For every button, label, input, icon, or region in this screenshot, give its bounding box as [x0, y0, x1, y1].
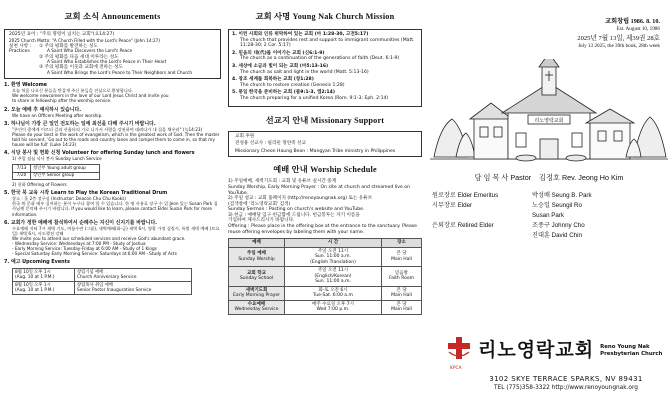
announcement-line: - Early Morning Service: Tuesday-Friday at 6:00 AM - Study of 1 Kings	[12, 246, 157, 252]
worship-notes	[228, 179, 422, 235]
staff-row	[432, 211, 664, 221]
middle-column	[228, 0, 422, 407]
announcement-heading: 5. 한국 북 교육 시작 Learn to Play the Korean Traditional Drum	[4, 190, 168, 197]
announcement-line: We have an Officers Meeting after worship.	[12, 112, 103, 118]
announcement-heading: 4. 식당 봉사 및 헌화 신청 Volunteer for offering Sunday lunch and flowers	[4, 150, 195, 157]
event-date-en: (Aug. 10 at 1 P.M.)	[15, 275, 55, 281]
service-name-cell	[229, 267, 285, 286]
staff-row	[432, 191, 664, 201]
service-name-cell	[229, 300, 285, 314]
events-table	[12, 268, 192, 294]
service-time-cell	[285, 286, 382, 300]
event-date-cell	[13, 269, 75, 282]
service-time: Wed 7:00 p.m.	[316, 307, 350, 313]
mission-title: 교회 사명 Young Nak Church Mission	[255, 12, 395, 21]
announcement-item	[4, 121, 221, 147]
mission-item-en: The church preparing for a unified Korea (Rom. 9:1-3; Eph. 2:14)	[240, 95, 389, 101]
service-name-ko: 주일 예배	[247, 251, 266, 257]
service-time: Tue-Sat. 6:00 a.m	[313, 293, 353, 299]
staff-name: 노승일 Seungil Ro	[532, 201, 582, 209]
event-name-ko: 창립목사 취임 예배	[77, 282, 113, 288]
announcement-line: 장소 : 홀 2층 장구실 (Instructor: Deacon Chu Chu Kooks)	[12, 196, 126, 202]
mission-item-ko: 3. 세상에 소금과 빛이 되는 교회 (마5:13-16)	[232, 63, 329, 69]
announcement-heading: 2. 오늘 예배 후 예식하시 있습니다.	[4, 106, 82, 113]
worship-table	[228, 238, 422, 314]
service-name-cell	[229, 247, 285, 266]
table-row	[13, 269, 192, 282]
pastor-label: 담 임 목 사 Pastor	[474, 172, 532, 182]
service-name-ko: 교회 학교	[247, 270, 266, 276]
church-name-ko: 리노영락교회	[478, 340, 595, 362]
service-place-en: Main Hall	[391, 256, 412, 262]
church-name-en1: Reno Young Nak	[600, 344, 650, 351]
staff-role	[432, 211, 532, 221]
col-header-service: 예배	[229, 239, 285, 247]
practice-ko: ① 주의 평화를 발견하는 성도	[39, 43, 98, 49]
practice-label-en: Practices	[9, 49, 30, 55]
table-row	[13, 165, 100, 172]
mission-item	[232, 90, 418, 101]
mission-item	[232, 32, 418, 49]
service-place-ko: 본 당	[396, 251, 407, 257]
table-row	[13, 172, 100, 179]
kpca-cross-logo-icon	[446, 336, 472, 366]
announcement-line: to share in fellowship after the worship service.	[12, 98, 112, 104]
worship-note: Sunday Worship, Early Morning Prayer : On site at church and streamed live on YouTube.	[228, 184, 410, 196]
staff-row	[432, 220, 664, 230]
church-address: 3102 SKYE TERRACE SPARKS, NV 89431	[489, 375, 643, 384]
announcement-line: We welcome newcomers in the love of our Lord Jesus Christ and invite you	[12, 93, 169, 99]
missionary-box	[228, 131, 422, 158]
mission-item-en: The church to restore creation (Genesis 1:28)	[240, 82, 345, 88]
worship-note: (검색창에 '리노영락교회' 검색)	[228, 201, 291, 207]
event-name-cell	[75, 269, 192, 282]
service-place-cell	[382, 286, 422, 300]
service-place-en: Main Hall	[391, 307, 412, 313]
missionary-title: 선교지 안내 Missionary Support	[265, 115, 385, 125]
staff-name: Susan Park	[532, 211, 564, 219]
service-place-ko: 본 당	[396, 287, 407, 293]
announcement-items-2	[4, 182, 221, 265]
missionary-line3: Missionary Cheon Haung Beon : Mangyan Tribe ministry in Philippines	[235, 148, 396, 154]
service-time-cell	[285, 247, 382, 266]
table-row	[229, 300, 422, 314]
staff-role	[432, 230, 532, 240]
mission-box	[228, 29, 422, 107]
mission-item-ko: 5. 통일 한국을 준비하는 교회 (롬9:1-3, 엡2:14)	[232, 90, 335, 96]
church-logo-block	[446, 336, 666, 406]
announcement-line: 1) 주일 점심 식사 봉사 Sunday Lunch Service	[12, 156, 102, 162]
mission-item-en: The church as a continuation of the generations of faith (Deut. 6:1-9)	[240, 56, 400, 62]
announcement-item	[4, 190, 221, 216]
kpca-badge: KPCA	[450, 366, 462, 371]
church-contact: TEL (775)358-3322 http://www.renoyoungnak.org	[494, 384, 638, 391]
pastor-line	[430, 174, 668, 183]
service-name-cell	[229, 286, 285, 300]
announcement-line: 오늘 처음 나오신 분들을 반갑게 주신 분들을 진심으로 환영합니다.	[12, 88, 134, 94]
announcement-heading: 7. 예고 Upcoming Events	[4, 259, 70, 266]
service-place-cell	[382, 247, 422, 266]
mission-item	[232, 64, 418, 75]
service-time: Sun. 11:00 a.m.	[315, 279, 351, 285]
practice-ko: ③ 주의 평화를 이웃과 교회에 전하는 성도	[39, 65, 123, 71]
col-header-time: 시 간	[285, 239, 382, 247]
staff-row	[432, 230, 664, 240]
staff-name: 박성배 Seung B. Park	[532, 191, 592, 199]
announcement-line: We invite you to attend our scheduled services and receive God's abundant grace.	[12, 235, 186, 241]
service-name-ko: 새벽기도회	[245, 287, 268, 293]
founded-ko: 교회창립 1986. 8. 10.	[605, 18, 660, 25]
service-place-cell	[382, 300, 422, 314]
pastor-name: 김정호 Rev. Jeong Ho Kim	[539, 172, 624, 182]
staff-role: 원로장로 Elder Emeritus	[432, 191, 499, 199]
worship-note: 기입하여 제사드리시기 바랍니다.	[228, 218, 295, 224]
service-place-ko: 본 당	[396, 301, 407, 307]
mission-item-en: The church as salt and light in the world (Matt. 5:13-16)	[240, 69, 369, 75]
announcements-column	[4, 0, 221, 407]
announcement-item	[4, 82, 221, 103]
event-date-ko: 8월 10일 오후 1시	[15, 282, 51, 288]
staff-row	[432, 201, 664, 211]
announcement-line: - Special Saturday Early Morning Service: Saturdays at 6:00 AM - Study of Acts	[12, 251, 177, 257]
mission-item	[232, 77, 418, 88]
announcement-line: - Wednesday Service: Wednesdays at 7:00 PM - Study of Joshua	[12, 241, 146, 247]
announcement-item	[4, 259, 221, 265]
event-name-en: Church Anniversary Service	[77, 275, 137, 281]
practice-ko: ② 주의 평화를 다음 세대 이루라는 성도	[39, 54, 119, 60]
event-date-ko: 8월 10일 오후 1시	[15, 270, 51, 276]
announcement-heading: 3. 하나님이 가장 큰 일인 전도하는 일에 최선을 다해 주시기 바랍니다.	[4, 120, 156, 127]
worship-note: 1) 주일예배, 새벽기도회 : 교회 및 유튜브 실시간 중계	[228, 179, 337, 185]
event-date-cell	[13, 282, 75, 295]
service-time: (English Translation)	[310, 259, 356, 265]
service-time: (English/Korean)	[314, 273, 352, 279]
lunch-group: 청년부 Young adult group	[31, 165, 100, 172]
practices-list	[39, 44, 216, 76]
service-time: 매주 수요일 오후 7시	[312, 301, 354, 307]
service-name-en: Sunday Worship	[238, 256, 275, 262]
service-time: 화-토 오전 6시	[318, 287, 348, 293]
service-time: 주일 오전 11시	[317, 268, 349, 274]
missionary-line1: 교회 후원	[235, 133, 255, 139]
worship-note: 3) 헌금 : 예배당 입구 헌금함에 드립니다. 헌금봉투는 자기 이름을	[228, 212, 360, 218]
mission-item-ko: 2. 믿음의 대(代)를 이어가는 교회 (신6:1-9)	[232, 50, 325, 56]
announcement-items	[4, 82, 221, 161]
issue-line-en: July 13 2025, the 39th book, 28th week	[578, 42, 660, 49]
lunch-group: 장년부 Senior group	[31, 172, 100, 179]
worship-note: Offering : Please place in the offering box at the entrance to the sanctuary. Please reuse offering envelopes by labeling them with your name.	[228, 224, 417, 235]
announcement-line: 2) 헌화 Offering of Flowers	[12, 182, 67, 188]
cover-column	[430, 0, 668, 407]
lunch-date: 7/13	[13, 165, 31, 172]
church-name-en2: Presbyterian Church	[600, 351, 663, 357]
practice-en: A Saint Who Establishes the Lord's Peace in Their Heart	[47, 60, 167, 66]
motto-box	[4, 29, 221, 79]
practice-label: 실천 사항 :	[9, 43, 32, 49]
service-name-en: Wednesday Service	[234, 307, 279, 313]
mission-item-ko: 1. 이런 사회와 인류 위탁하여 있는 교회 (마 1:28-30, 고전5:17)	[232, 32, 369, 37]
practice-en: A Saint Who Brings the Lord's Peace to Their Neighbors and Church	[47, 70, 193, 76]
announcement-item	[4, 182, 221, 187]
announcement-item	[4, 107, 221, 118]
staff-role: 은퇴장로 Retired Elder	[432, 221, 494, 229]
church-building-drawing	[430, 59, 668, 167]
staff-role: 시무장로 Elder	[432, 201, 473, 209]
announcement-heading: 1. 환영 Welcome	[4, 82, 47, 89]
worship-note: Sunday Sermon : Posting on church's website and YouTube.	[228, 207, 365, 213]
announcement-item	[4, 220, 221, 257]
staff-name: 조종구 Johnny Cho	[532, 221, 585, 229]
mission-item-ko: 4. 창조 세계를 회복하는 교회 (창1:28)	[232, 77, 314, 83]
worship-note: 2) 주일 설교 : 교회 홈페이지 (http://renoyoungnak.org) 또는 유튜브	[228, 196, 373, 202]
service-place-en: Faith Room	[388, 276, 415, 282]
table-row	[229, 267, 422, 286]
practice-en: A Saint Who Discovers the Lord's Peace	[47, 49, 133, 55]
table-row	[229, 286, 422, 300]
event-name-en: Senior Pastor Inauguration Service	[77, 287, 152, 293]
church-sign-text: 리노영락교회	[534, 118, 564, 125]
col-header-place: 장소	[382, 239, 422, 247]
announcements-title: 교회 소식 Announcements	[64, 12, 161, 21]
service-place-cell	[382, 267, 422, 286]
service-name-en: Early Morning Prayer	[233, 293, 280, 299]
service-time: 주일 오전 11시	[317, 248, 349, 254]
lunch-table	[12, 164, 100, 180]
announcement-line: 수요예배 저녁 7시 새벽 기도, 여름수련 (그룹), 새벽예배(화-금) 새벽 6시, 영광 가정 실링시, 특별 새벽 예배 (토요일) 새벽 6시, 사도행전 강해	[12, 225, 220, 236]
table-row	[13, 282, 192, 295]
service-time: Sun. 11:00 a.m.	[315, 254, 351, 260]
table-row	[229, 247, 422, 266]
announcement-item	[4, 150, 221, 161]
mission-item	[232, 51, 418, 62]
announcement-line: "주인이 종에게 이르되 길과 산울타리 가로 나가서 사람을 강권하여 데려다가 내 집을 채우라" (눅14:23)	[12, 126, 203, 132]
service-place-ko: 믿음방	[394, 270, 409, 276]
event-date-en: (Aug. 10 at 1 P.M.)	[15, 287, 55, 293]
issue-line-ko: 2025년 7월 13일, 제39권 28호	[577, 34, 660, 42]
announcement-heading: 6. 교회가 정한 예배에 참석하여서 순례주는 지신이 신지기를 바랍니다.	[4, 219, 158, 226]
service-name-en: Sunday School	[239, 276, 274, 282]
motto-line2: 2025 Church Motto: "A Church Filled with the Lord's Peace" (John 14:27)	[9, 37, 160, 43]
founded-en: Est. August 10, 1986	[616, 25, 660, 32]
event-name-cell	[75, 282, 192, 295]
motto-line1: 2025년 표어 : "주의 명령이 넘치는 교회"(요14:27)	[9, 32, 115, 37]
church-illustration	[430, 59, 668, 170]
announcement-line: 한국 북 문화 배우 싶어하는 분이 누구나 참여 할 수 있습니다. 한 명 사용료 장구 수 있 Jeon 있는 Susan Park 집사님께 문의해 주시기 바랍니다. If you would like to learn, please contact Elder Susan Park for more information.	[12, 201, 218, 217]
mission-item-en: The church that provides rest and support to immigrant communities (Matt. 11:28-30; 2 Cor. 5:17)	[240, 37, 415, 49]
service-place-en: Main Hall	[391, 293, 412, 299]
lunch-date: 7/20	[13, 172, 31, 179]
staff-table	[432, 191, 664, 241]
service-name-ko: 수요예배	[247, 301, 266, 307]
service-time-cell	[285, 267, 382, 286]
missionary-line2: 전성용 선교사 : 필리핀 망얀족 선교	[235, 141, 306, 147]
announcement-line: Please do your best in the work of evangelism, which is the greatest work of God. Then the master told his servant, 'Go out to the roads and country lanes and compel them to come in, so that my house will be full' (Luke 14:23)	[12, 131, 220, 148]
worship-title: 예배 안내 Worship Schedule	[273, 165, 377, 175]
event-name-ko: 창립기념 예배	[77, 270, 104, 276]
service-time-cell	[285, 300, 382, 314]
staff-name: 진대훈 David Chin	[532, 231, 582, 239]
